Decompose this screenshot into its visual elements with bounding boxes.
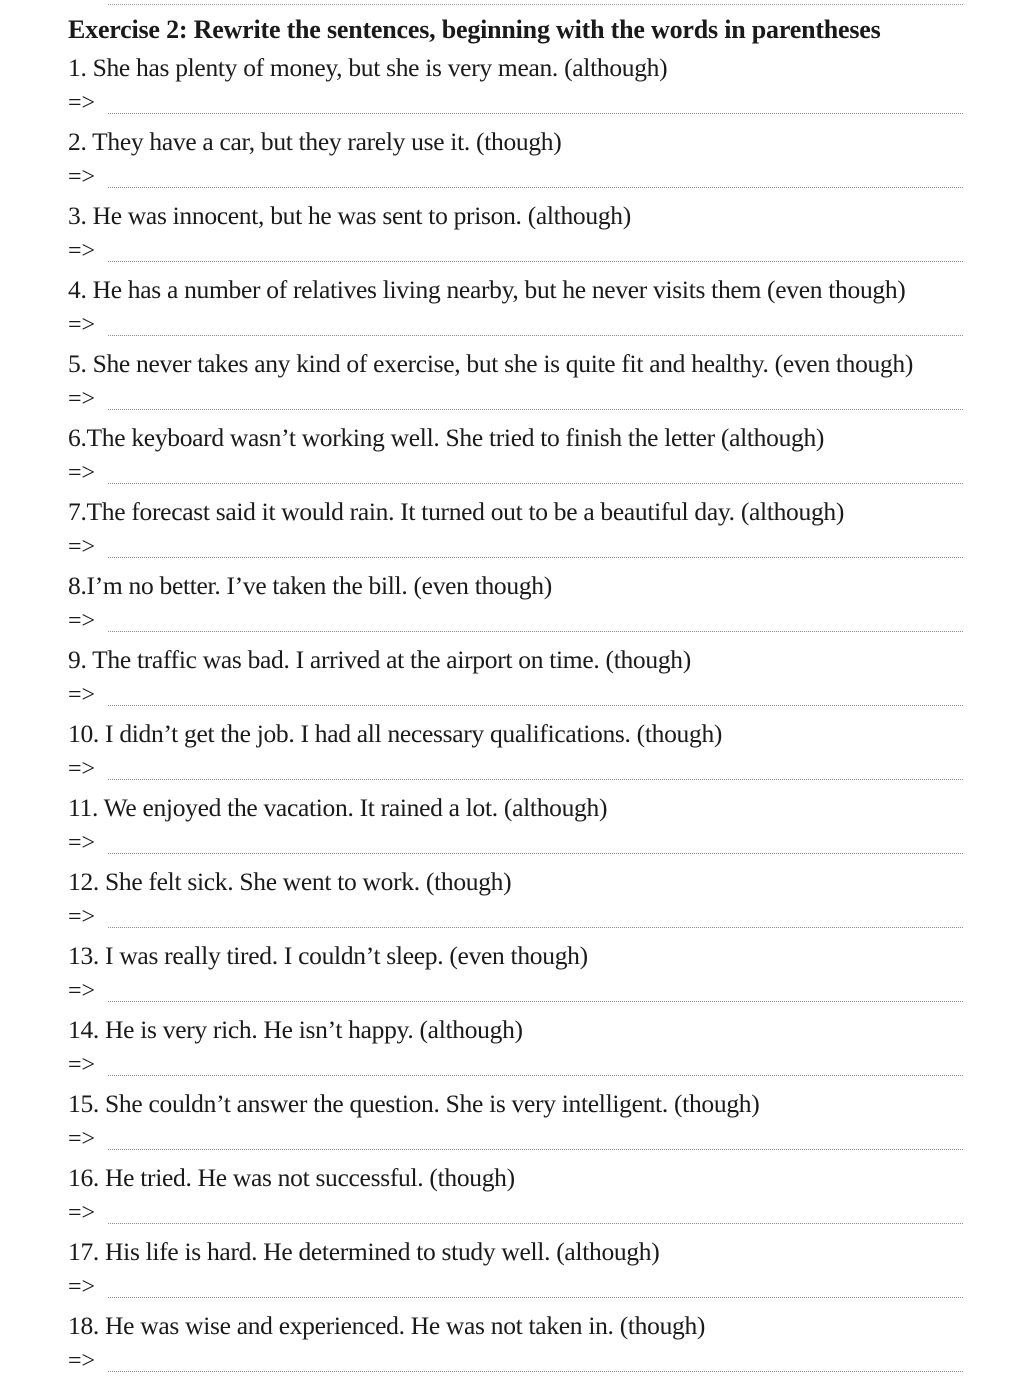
question-text: 7.The forecast said it would rain. It turned out to be a beautiful day. (although)	[68, 497, 845, 526]
answer-line[interactable]	[108, 261, 963, 262]
question-text: 18. He was wise and experienced. He was not taken in. (though)	[68, 1311, 706, 1340]
exercise-item	[0, 940, 1024, 1014]
answer-arrow: =>	[68, 978, 96, 1004]
exercise-title: Exercise 2: Rewrite the sentences, beginning with the words in parentheses	[68, 15, 881, 44]
answer-arrow: =>	[68, 756, 96, 782]
answer-line[interactable]	[108, 1297, 963, 1298]
question-text: 11. We enjoyed the vacation. It rained a lot. (although)	[68, 793, 608, 822]
answer-arrow: =>	[68, 1052, 96, 1078]
answer-arrow: =>	[68, 682, 96, 708]
answer-arrow: =>	[68, 1348, 96, 1374]
answer-arrow: =>	[68, 534, 96, 560]
answer-line[interactable]	[108, 1371, 963, 1372]
question-text: 5. She never takes any kind of exercise, but she is quite fit and healthy. (even though)	[68, 349, 914, 378]
answer-line[interactable]	[108, 853, 963, 854]
answer-arrow: =>	[68, 164, 96, 190]
answer-arrow: =>	[68, 90, 96, 116]
exercise-item	[0, 52, 1024, 126]
question-text: 16. He tried. He was not successful. (though)	[68, 1163, 515, 1192]
answer-line[interactable]	[108, 705, 963, 706]
question-text: 3. He was innocent, but he was sent to prison. (although)	[68, 201, 631, 230]
answer-line[interactable]	[108, 1001, 963, 1002]
exercise-item	[0, 274, 1024, 348]
question-text: 12. She felt sick. She went to work. (though)	[68, 867, 512, 896]
exercise-item	[0, 1162, 1024, 1236]
exercise-item	[0, 718, 1024, 792]
answer-line[interactable]	[108, 1149, 963, 1150]
top-dotted-rule	[108, 4, 963, 5]
answer-arrow: =>	[68, 1274, 96, 1300]
answer-line[interactable]	[108, 631, 963, 632]
exercise-item	[0, 1088, 1024, 1162]
question-text: 17. His life is hard. He determined to study well. (although)	[68, 1237, 660, 1266]
question-text: 10. I didn’t get the job. I had all necessary qualifications. (though)	[68, 719, 723, 748]
question-text: 1. She has plenty of money, but she is very mean. (although)	[68, 53, 668, 82]
answer-line[interactable]	[108, 1075, 963, 1076]
question-text: 14. He is very rich. He isn’t happy. (although)	[68, 1015, 523, 1044]
exercise-item	[0, 866, 1024, 940]
answer-arrow: =>	[68, 1126, 96, 1152]
exercise-item	[0, 422, 1024, 496]
exercise-list	[0, 52, 1024, 1384]
question-text: 2. They have a car, but they rarely use it. (though)	[68, 127, 562, 156]
answer-arrow: =>	[68, 830, 96, 856]
answer-arrow: =>	[68, 608, 96, 634]
answer-arrow: =>	[68, 904, 96, 930]
question-text: 6.The keyboard wasn’t working well. She tried to finish the letter (although)	[68, 423, 825, 452]
answer-line[interactable]	[108, 779, 963, 780]
answer-line[interactable]	[108, 1223, 963, 1224]
question-text: 15. She couldn’t answer the question. She is very intelligent. (though)	[68, 1089, 760, 1118]
exercise-item	[0, 644, 1024, 718]
answer-line[interactable]	[108, 557, 963, 558]
answer-arrow: =>	[68, 238, 96, 264]
exercise-item	[0, 570, 1024, 644]
question-text: 9. The traffic was bad. I arrived at the airport on time. (though)	[68, 645, 691, 674]
exercise-item	[0, 1014, 1024, 1088]
exercise-item	[0, 496, 1024, 570]
answer-line[interactable]	[108, 113, 963, 114]
exercise-item	[0, 200, 1024, 274]
question-text: 4. He has a number of relatives living nearby, but he never visits them (even though)	[68, 275, 906, 304]
answer-arrow: =>	[68, 1200, 96, 1226]
exercise-item	[0, 792, 1024, 866]
answer-arrow: =>	[68, 386, 96, 412]
answer-line[interactable]	[108, 409, 963, 410]
answer-line[interactable]	[108, 927, 963, 928]
exercise-item	[0, 1236, 1024, 1310]
exercise-item	[0, 126, 1024, 200]
exercise-item	[0, 348, 1024, 422]
exercise-item	[0, 1310, 1024, 1384]
answer-arrow: =>	[68, 312, 96, 338]
answer-line[interactable]	[108, 187, 963, 188]
answer-line[interactable]	[108, 335, 963, 336]
answer-arrow: =>	[68, 460, 96, 486]
answer-line[interactable]	[108, 483, 963, 484]
question-text: 8.I’m no better. I’ve taken the bill. (even though)	[68, 571, 552, 600]
question-text: 13. I was really tired. I couldn’t sleep. (even though)	[68, 941, 588, 970]
